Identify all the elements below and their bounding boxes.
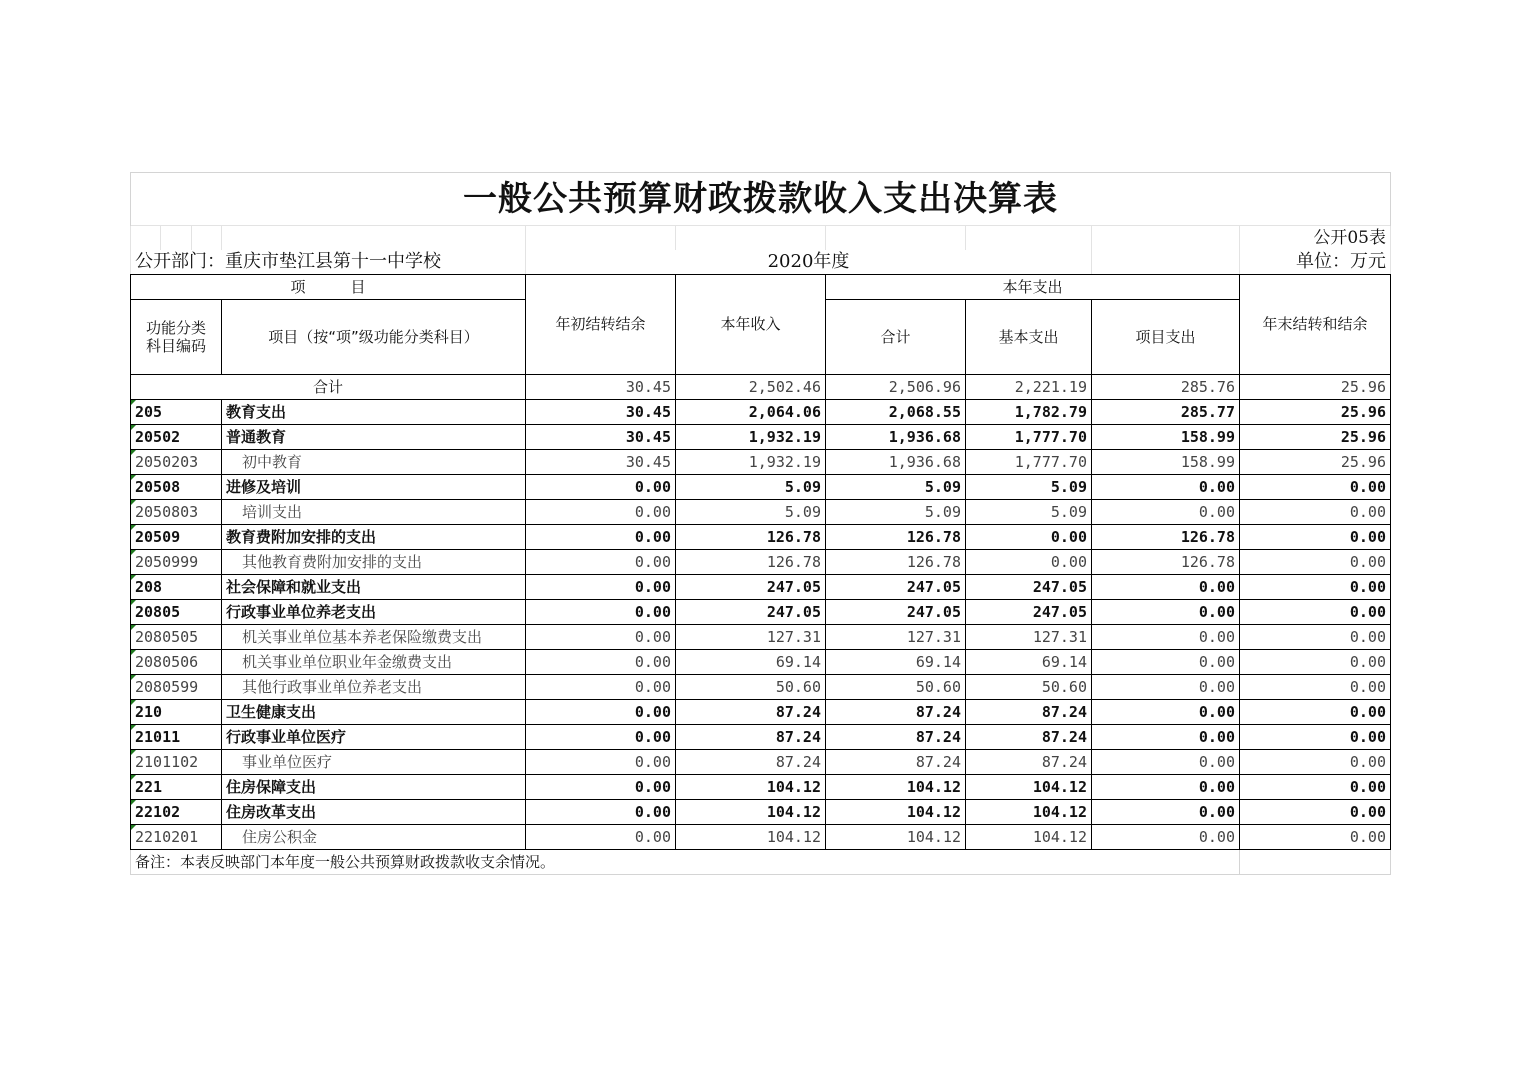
row-end-balance: 0.00: [1240, 475, 1391, 500]
row-basic: 1,777.70: [966, 450, 1092, 475]
row-basic: 69.14: [966, 650, 1092, 675]
row-income: 247.05: [676, 600, 826, 625]
table-row: [131, 650, 1391, 675]
blank-cell: [131, 226, 222, 251]
row-end-balance: 0.00: [1240, 750, 1391, 775]
row-project: 0.00: [1092, 575, 1240, 600]
row-project: 0.00: [1092, 675, 1240, 700]
row-project: 0.00: [1092, 500, 1240, 525]
row-expense-total: 5.09: [826, 500, 966, 525]
row-project: 126.78: [1092, 550, 1240, 575]
page-title: 一般公共预算财政拨款收入支出决算表: [131, 173, 1391, 226]
row-expense-total: 50.60: [826, 675, 966, 700]
row-start-balance: 0.00: [526, 700, 676, 725]
row-expense-total: 1,936.68: [826, 450, 966, 475]
row-basic: 1,782.79: [966, 400, 1092, 425]
row-income: 2,064.06: [676, 400, 826, 425]
row-income: 104.12: [676, 775, 826, 800]
row-expense-total: 5.09: [826, 475, 966, 500]
row-code: 2050999: [131, 550, 222, 575]
row-end-balance: 0.00: [1240, 800, 1391, 825]
row-project: 0.00: [1092, 775, 1240, 800]
row-code: 2080506: [131, 650, 222, 675]
row-basic: 87.24: [966, 725, 1092, 750]
row-income: 126.78: [676, 550, 826, 575]
row-income: 87.24: [676, 750, 826, 775]
row-code: 2050803: [131, 500, 222, 525]
header-expense-group: 本年支出: [826, 275, 1240, 300]
row-income: 5.09: [676, 475, 826, 500]
row-end-balance: 25.96: [1240, 450, 1391, 475]
table-row: [131, 600, 1391, 625]
row-start-balance: 0.00: [526, 500, 676, 525]
header-item-group: 项 目: [131, 275, 526, 300]
row-income: 87.24: [676, 700, 826, 725]
row-name: 卫生健康支出: [222, 700, 526, 725]
table-row: [131, 400, 1391, 425]
row-project: 0.00: [1092, 650, 1240, 675]
row-expense-total: 87.24: [826, 750, 966, 775]
row-income: 1,932.19: [676, 425, 826, 450]
row-project: 126.78: [1092, 525, 1240, 550]
row-income: 87.24: [676, 725, 826, 750]
row-code: 22102: [131, 800, 222, 825]
table-row: [131, 800, 1391, 825]
table-row: [131, 575, 1391, 600]
row-project: 158.99: [1092, 425, 1240, 450]
row-end-balance: 0.00: [1240, 700, 1391, 725]
row-expense-total: 104.12: [826, 825, 966, 850]
table-row: [131, 475, 1391, 500]
row-expense-total: 126.78: [826, 525, 966, 550]
row-end-balance: 25.96: [1240, 400, 1391, 425]
row-income: 69.14: [676, 650, 826, 675]
row-project: 0.00: [1092, 600, 1240, 625]
fiscal-year: 2020年度: [526, 250, 1092, 275]
row-income: 104.12: [676, 800, 826, 825]
row-start-balance: 0.00: [526, 550, 676, 575]
row-income: 1,932.19: [676, 450, 826, 475]
row-project: 0.00: [1092, 475, 1240, 500]
blank-cell: [1240, 850, 1391, 875]
row-project: 0.00: [1092, 725, 1240, 750]
row-basic: 0.00: [966, 525, 1092, 550]
row-expense-total: 87.24: [826, 725, 966, 750]
row-code: 20805: [131, 600, 222, 625]
row-start-balance: 0.00: [526, 525, 676, 550]
row-income: 126.78: [676, 525, 826, 550]
total-expense: 2,506.96: [826, 375, 966, 400]
blank-cell: [676, 226, 826, 251]
row-start-balance: 0.00: [526, 725, 676, 750]
row-start-balance: 0.00: [526, 825, 676, 850]
total-label: 合计: [131, 375, 526, 400]
table-row: [131, 725, 1391, 750]
table-row: [131, 775, 1391, 800]
row-expense-total: 247.05: [826, 575, 966, 600]
row-name: 事业单位医疗: [222, 750, 526, 775]
row-project: 0.00: [1092, 700, 1240, 725]
total-basic: 2,221.19: [966, 375, 1092, 400]
table-row: [131, 700, 1391, 725]
row-end-balance: 0.00: [1240, 650, 1391, 675]
row-expense-total: 247.05: [826, 600, 966, 625]
blank-cell: [526, 226, 676, 251]
row-start-balance: 30.45: [526, 400, 676, 425]
row-project: 0.00: [1092, 800, 1240, 825]
blank-cell: [1092, 250, 1240, 275]
budget-sheet: [130, 172, 1390, 875]
row-code: 210: [131, 700, 222, 725]
row-income: 127.31: [676, 625, 826, 650]
header-func-code: 功能分类 科目编码: [131, 300, 222, 375]
row-end-balance: 0.00: [1240, 500, 1391, 525]
blank-cell: [222, 226, 526, 251]
header-basic: 基本支出: [966, 300, 1092, 375]
row-name: 普通教育: [222, 425, 526, 450]
row-expense-total: 87.24: [826, 700, 966, 725]
row-basic: 247.05: [966, 575, 1092, 600]
row-start-balance: 0.00: [526, 650, 676, 675]
row-end-balance: 0.00: [1240, 525, 1391, 550]
total-project: 285.76: [1092, 375, 1240, 400]
row-code: 20509: [131, 525, 222, 550]
row-end-balance: 0.00: [1240, 550, 1391, 575]
row-start-balance: 0.00: [526, 475, 676, 500]
row-code: 2080599: [131, 675, 222, 700]
row-end-balance: 0.00: [1240, 600, 1391, 625]
row-expense-total: 69.14: [826, 650, 966, 675]
row-expense-total: 126.78: [826, 550, 966, 575]
row-project: 0.00: [1092, 825, 1240, 850]
header-end-balance: 年末结转和结余: [1240, 275, 1391, 375]
row-code: 208: [131, 575, 222, 600]
table-row: [131, 450, 1391, 475]
row-start-balance: 0.00: [526, 625, 676, 650]
table-row: [131, 550, 1391, 575]
row-code: 21011: [131, 725, 222, 750]
form-code: 公开05表: [1240, 226, 1391, 251]
row-name: 行政事业单位医疗: [222, 725, 526, 750]
row-code: 2101102: [131, 750, 222, 775]
row-name: 其他教育费附加安排的支出: [222, 550, 526, 575]
row-end-balance: 0.00: [1240, 825, 1391, 850]
total-start-balance: 30.45: [526, 375, 676, 400]
unit-label: 单位：万元: [1240, 250, 1391, 275]
row-start-balance: 0.00: [526, 575, 676, 600]
row-project: 285.77: [1092, 400, 1240, 425]
row-end-balance: 0.00: [1240, 775, 1391, 800]
row-basic: 87.24: [966, 700, 1092, 725]
table-row: [131, 825, 1391, 850]
row-income: 50.60: [676, 675, 826, 700]
row-basic: 5.09: [966, 475, 1092, 500]
row-start-balance: 0.00: [526, 600, 676, 625]
row-end-balance: 0.00: [1240, 675, 1391, 700]
header-income: 本年收入: [676, 275, 826, 375]
row-start-balance: 0.00: [526, 750, 676, 775]
header-project: 项目支出: [1092, 300, 1240, 375]
row-income: 247.05: [676, 575, 826, 600]
row-basic: 247.05: [966, 600, 1092, 625]
table-row: [131, 525, 1391, 550]
row-code: 2080505: [131, 625, 222, 650]
row-name: 机关事业单位职业年金缴费支出: [222, 650, 526, 675]
row-end-balance: 0.00: [1240, 725, 1391, 750]
row-basic: 50.60: [966, 675, 1092, 700]
table-row: [131, 750, 1391, 775]
row-code: 2050203: [131, 450, 222, 475]
row-code: 20508: [131, 475, 222, 500]
row-code: 20502: [131, 425, 222, 450]
table-row: [131, 425, 1391, 450]
row-basic: 127.31: [966, 625, 1092, 650]
row-name: 教育费附加安排的支出: [222, 525, 526, 550]
row-income: 5.09: [676, 500, 826, 525]
row-basic: 1,777.70: [966, 425, 1092, 450]
row-basic: 5.09: [966, 500, 1092, 525]
total-row: [131, 375, 1391, 400]
row-name: 进修及培训: [222, 475, 526, 500]
row-name: 住房保障支出: [222, 775, 526, 800]
row-code: 2210201: [131, 825, 222, 850]
row-basic: 104.12: [966, 825, 1092, 850]
row-name: 社会保障和就业支出: [222, 575, 526, 600]
row-start-balance: 0.00: [526, 675, 676, 700]
row-end-balance: 0.00: [1240, 625, 1391, 650]
budget-table: [130, 172, 1391, 875]
table-row: [131, 625, 1391, 650]
row-expense-total: 104.12: [826, 775, 966, 800]
row-end-balance: 25.96: [1240, 425, 1391, 450]
row-expense-total: 127.31: [826, 625, 966, 650]
row-name: 行政事业单位养老支出: [222, 600, 526, 625]
row-project: 158.99: [1092, 450, 1240, 475]
row-project: 0.00: [1092, 625, 1240, 650]
footnote: 备注：本表反映部门本年度一般公共预算财政拨款收支余情况。: [131, 850, 1240, 875]
row-basic: 104.12: [966, 775, 1092, 800]
blank-cell: [966, 226, 1092, 251]
row-name: 住房公积金: [222, 825, 526, 850]
row-start-balance: 0.00: [526, 800, 676, 825]
header-total: 合计: [826, 300, 966, 375]
blank-cell: [1092, 226, 1240, 251]
department-label: 公开部门：重庆市垫江县第十一中学校: [131, 250, 526, 275]
row-expense-total: 2,068.55: [826, 400, 966, 425]
row-basic: 104.12: [966, 800, 1092, 825]
row-code: 221: [131, 775, 222, 800]
row-name: 其他行政事业单位养老支出: [222, 675, 526, 700]
row-project: 0.00: [1092, 750, 1240, 775]
row-expense-total: 104.12: [826, 800, 966, 825]
row-name: 教育支出: [222, 400, 526, 425]
header-item-name: 项目（按“项”级功能分类科目）: [222, 300, 526, 375]
row-income: 104.12: [676, 825, 826, 850]
table-row: [131, 675, 1391, 700]
row-basic: 0.00: [966, 550, 1092, 575]
row-start-balance: 0.00: [526, 775, 676, 800]
row-expense-total: 1,936.68: [826, 425, 966, 450]
row-code: 205: [131, 400, 222, 425]
row-end-balance: 0.00: [1240, 575, 1391, 600]
row-name: 机关事业单位基本养老保险缴费支出: [222, 625, 526, 650]
row-start-balance: 30.45: [526, 425, 676, 450]
blank-cell: [826, 226, 966, 251]
row-name: 住房改革支出: [222, 800, 526, 825]
total-income: 2,502.46: [676, 375, 826, 400]
row-basic: 87.24: [966, 750, 1092, 775]
row-name: 初中教育: [222, 450, 526, 475]
row-name: 培训支出: [222, 500, 526, 525]
total-end-balance: 25.96: [1240, 375, 1391, 400]
table-row: [131, 500, 1391, 525]
header-start-balance: 年初结转结余: [526, 275, 676, 375]
row-start-balance: 30.45: [526, 450, 676, 475]
